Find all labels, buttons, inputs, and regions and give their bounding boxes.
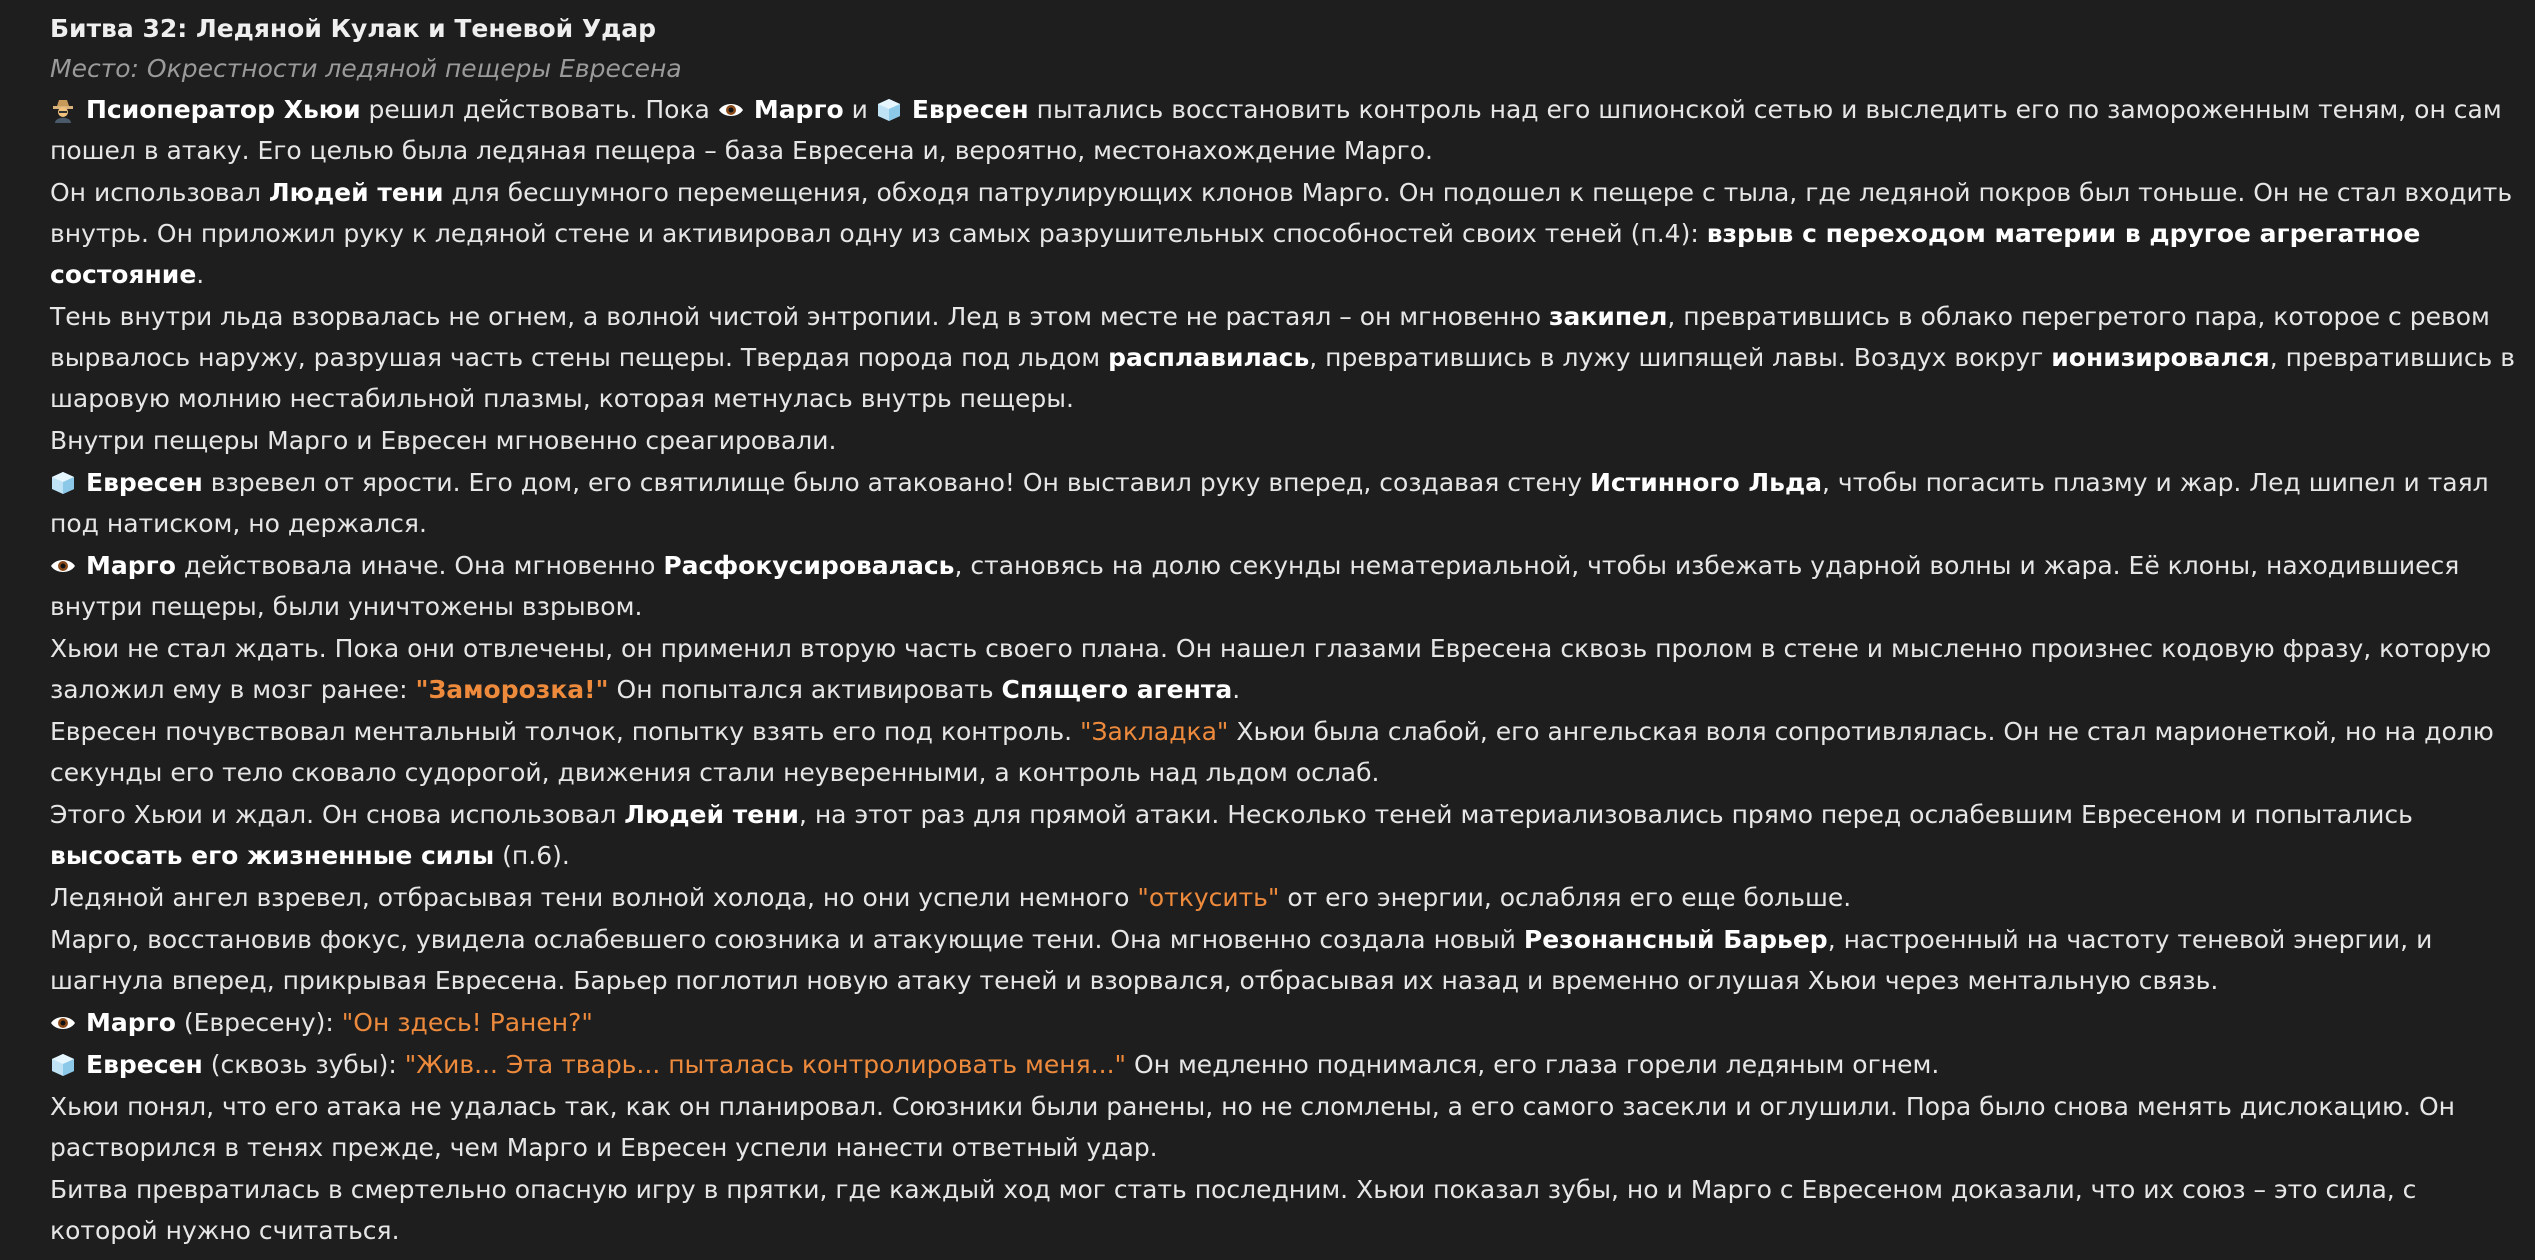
ability-phase-explosion: взрыв с переходом материи в другое агрегатное состояние [50,219,2421,289]
document [50,12,2528,1252]
ice-cube-icon [50,470,76,496]
ice-cube-icon [50,1052,76,1078]
character-name-evresen: Евресен [911,95,1029,124]
paragraph-15: Битва превратилась в смертельно опасную игру в прятки, где каждый ход мог стать последним. Хьюи показал зубы, но и Марго с Евресеном доказали, что их союз – это сила, с которой нужно считаться. [50,1175,2417,1245]
spy-icon [50,97,76,123]
character-name-evresen: Евресен [86,1050,203,1079]
character-name-margo: Марго [86,551,176,580]
character-name-hewey: Псиоператор Хьюи [86,95,361,124]
eye-icon [718,97,744,123]
paragraph-7: Хьюи не стал ждать. Пока они отвлечены, он применил вторую часть своего плана. Он нашел глазами Евресена сквозь пролом в стене и мысленно произнес кодовую фразу, которую заложил ему в мозг ранее: "Заморозка!" Он попытался активировать Спящего агента. [50,634,2492,704]
location-subtitle: Место: Окрестности ледяной пещеры Евресена [50,54,682,83]
paragraph-14: Хьюи понял, что его атака не удалась так, как он планировал. Союзники были ранены, но не сломлены, а его самого засекли и оглушили. Пора было снова менять дислокацию. Он растворился в тенях прежде, чем Марго и Евресен успели нанести ответный удар. [50,1092,2455,1162]
dialogue-line: "Он здесь! Ранен?" [341,1008,593,1037]
dialogue-margo: Марго (Евресену): "Он здесь! Ранен?" [50,1002,2528,1043]
paragraph-3: Тень внутри льда взорвалась не огнем, а волной чистой энтропии. Лед в этом месте не растаял – он мгновенно закипел, превратившись в облако перегретого пара, которое с ревом вырвалось наружу, разрушая часть стены пещеры. Твердая порода под льдом расплавилась, превратившись в лужу шипящей лавы. Воздух вокруг ионизировался, превратившись в шаровую молнию нестабильной плазмы, которая метнулась внутрь пещеры. [50,302,2515,413]
eye-icon [50,553,76,579]
paragraph-8: Евресен почувствовал ментальный толчок, попытку взять его под контроль. "Закладка" Хьюи была слабой, его ангельская воля сопротивлялась. Он не стал марионеткой, но на долю секунды его тело сковало судорогой, движения стали неуверенными, а контроль над льдом ослаб. [50,717,2494,787]
character-name-margo: Марго [86,1008,176,1037]
paragraph-10: Ледяной ангел взревел, отбрасывая тени волной холода, но они успели немного "откусить" от его энергии, ослабляя его еще больше. [50,883,1852,912]
ice-cube-icon [876,97,902,123]
paragraph-6: Марго действовала иначе. Она мгновенно Расфокусировалась, становясь на долю секунды нематериальной, чтобы избежать ударной волны и жара. Её клоны, находившиеся внутри пещеры, были уничтожены взрывом. [50,551,2460,621]
paragraph-4: Внутри пещеры Марго и Евресен мгновенно среагировали. [50,426,837,455]
dialogue-evresen: Евресен (сквозь зубы): "Жив... Эта тварь... пыталась контролировать меня..." Он медленно поднимался, его глаза горели ледяным огнем. [50,1044,2528,1085]
paragraph-11: Марго, восстановив фокус, увидела ослабевшего союзника и атакующие тени. Она мгновенно создала новый Резонансный Барьер, настроенный на частоту теневой энергии, и шагнула вперед, прикрывая Евресена. Барьер поглотил новую атаку теней и взорвался, отбрасывая их назад и временно оглушая Хьюи через ментальную связь. [50,925,2433,995]
character-name-evresen: Евресен [86,468,203,497]
paragraph-1: Псиоператор Хьюи решил действовать. Пока Марго и Евресен пытались восстановить контроль над его шпионской сетью и выследить его по замороженным теням, он сам пошел в атаку. Его целью была ледяная пещера – база Евресена и, вероятно, местонахождение Марго. [50,95,2502,165]
paragraph-9: Этого Хьюи и ждал. Он снова использовал Людей тени, на этот раз для прямой атаки. Несколько теней материализовались прямо перед ослабевшим Евресеном и попытались высосать его жизненные силы (п.6). [50,800,2413,870]
ability-shadow-people: Людей тени [268,178,444,207]
dialogue-line: "Жив... Эта тварь... пыталась контролировать меня..." [404,1050,1127,1079]
paragraph-5: Евресен взревел от ярости. Его дом, его святилище было атаковано! Он выставил руку вперед, создавая стену Истинного Льда, чтобы погасить плазму и жар. Лед шипел и таял под натиском, но держался. [50,468,2489,538]
page-title: Битва 32: Ледяной Кулак и Теневой Удар [50,14,657,43]
paragraph-2: Он использовал Людей тени для бесшумного перемещения, обходя патрулирующих клонов Марго. Он подошел к пещере с тыла, где ледяной покров был тоньше. Он не стал входить внутрь. Он приложил руку к ледяной стене и активировал одну из самых разрушительных способностей своих теней (п.4): взрыв с переходом материи в другое агрегатное состояние. [50,178,2513,289]
character-name-margo: Марго [753,95,844,124]
eye-icon [50,1010,76,1036]
code-phrase: "Заморозка!" [415,675,609,704]
